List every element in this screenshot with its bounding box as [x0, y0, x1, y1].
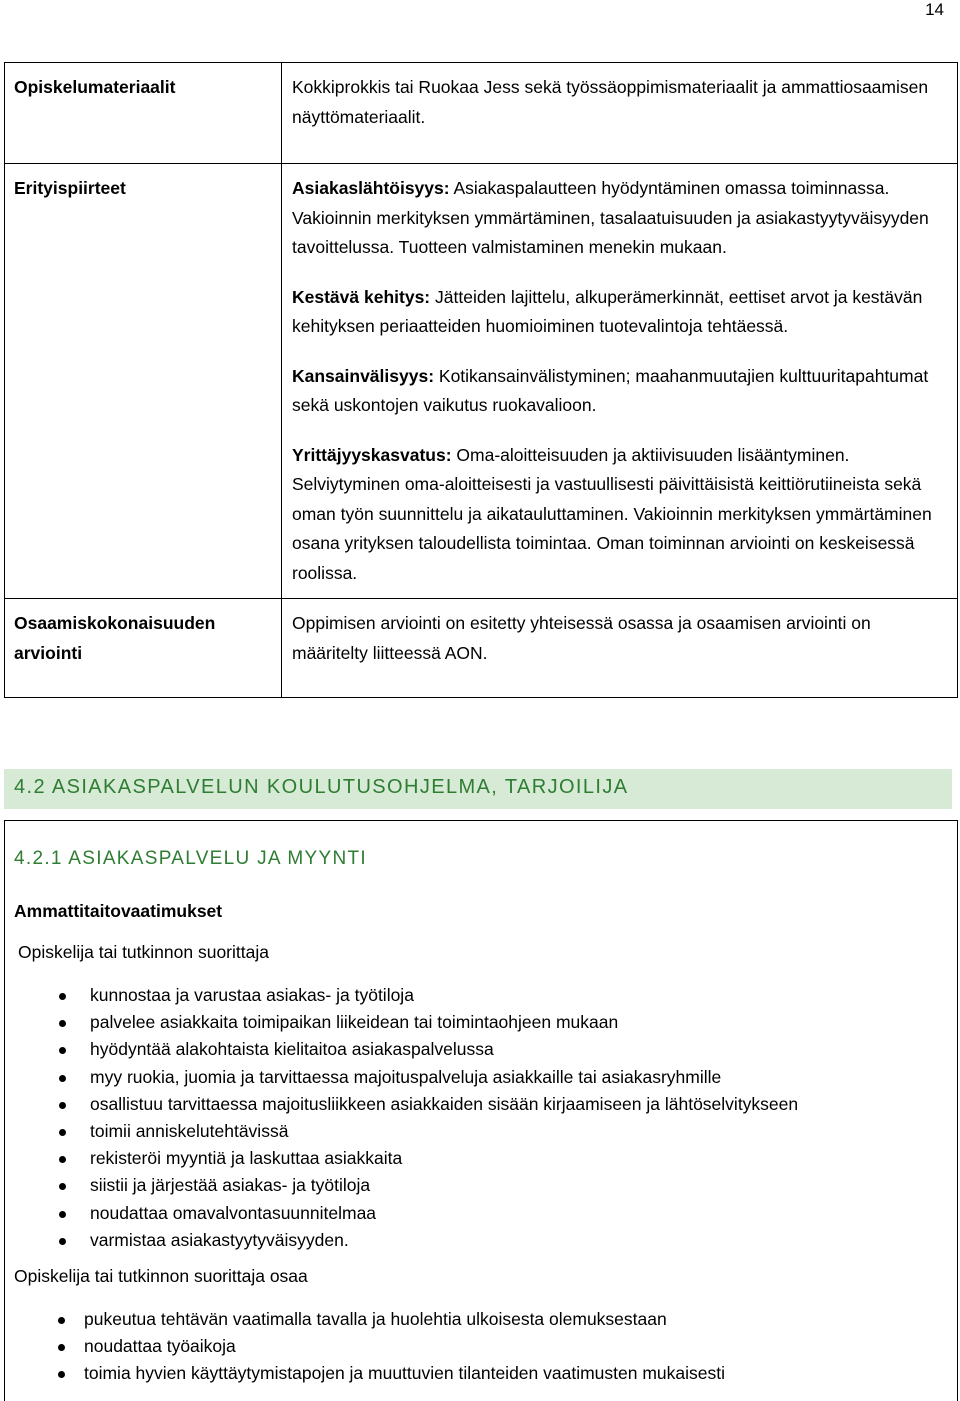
bullet-icon [59, 1047, 66, 1054]
list-item-text: toimia hyvien käyttäytymistapojen ja muuttuvien tilanteiden vaatimusten mukaisesti [84, 1363, 726, 1384]
subsection-heading: 4.2.1 ASIAKASPALVELU JA MYYNTI [14, 848, 367, 869]
list-item-text: hyödyntää alakohtaista kielitaitoa asiakaspalvelussa [90, 1039, 494, 1060]
row-label: Osaamiskokonaisuuden arviointi [5, 599, 282, 698]
paragraph-text: Asiakaspalautteen hyödyntäminen omassa toiminnassa. Vakioinnin merkityksen ymmärtäminen, tasalaatuisuuden ja asiakastyytyväisyyden tavoittelussa. Tuotteen valmistaminen menekin mukaan. [292, 178, 929, 257]
requirements-list [90, 982, 798, 1254]
paragraph [292, 73, 947, 132]
list-item [84, 1360, 725, 1387]
bullet-icon [58, 1371, 65, 1378]
paragraph [292, 362, 947, 421]
list-item [84, 1306, 725, 1333]
page-number: 14 [925, 0, 944, 19]
list-item [90, 1009, 798, 1036]
paragraph [292, 441, 947, 589]
bullet-icon [59, 1075, 66, 1082]
list-intro: Opiskelija tai tutkinnon suorittaja [18, 942, 269, 962]
list-item [90, 1118, 798, 1145]
list-item-text: palvelee asiakkaita toimipaikan liikeidean tai toimintaohjeen mukaan [90, 1012, 619, 1033]
list-item-text: osallistuu tarvittaessa majoitusliikkeen asiakkaiden sisään kirjaamiseen ja lähtöselvitykseen [90, 1093, 799, 1114]
row-label: Opiskelumateriaalit [5, 63, 282, 164]
list-item [84, 1333, 725, 1360]
course-info-table [4, 62, 958, 698]
paragraph-text: Jätteiden lajittelu, alkuperämerkinnät, eettiset arvot ja kestävän kehityksen periaatteiden huomioiminen tuotevalintoja tehtäessä. [292, 286, 923, 336]
bullet-icon [59, 1238, 66, 1245]
section-title: Ammattitaitovaatimukset [14, 901, 223, 921]
list-item [90, 1036, 798, 1063]
list-item [90, 1064, 798, 1091]
table-row [5, 164, 958, 599]
paragraph-bold-lead: Asiakaslähtöisyys: [292, 178, 450, 198]
row-content [282, 63, 958, 164]
content-box [4, 820, 958, 1401]
bullet-icon [59, 1156, 66, 1163]
row-content [282, 599, 958, 698]
list-intro: Opiskelija tai tutkinnon suorittaja osaa [14, 1266, 308, 1286]
paragraph-text: Oma-aloitteisuuden ja aktiivisuuden lisääntyminen. Selviytyminen oma-aloitteisesti ja vastuullisesti päivittäisistä keittiörutiineista sekä oman työn suunnittelu ja aikatauluttaminen. Vakioinnin merkityksen ymmärtäminen osana yrityksen taloudellista toimintaa. Oman toiminnan arviointi on keskeisessä roolissa. [292, 444, 932, 583]
section-heading: 4.2 ASIAKASPALVELUN KOULUTUSOHJELMA, TARJOILIJA [14, 776, 629, 798]
paragraph-text: Kokkiprokkis tai Ruokaa Jess sekä työssäoppimismateriaalit ja ammattiosaamisen näyttömateriaalit. [292, 77, 929, 127]
bullet-icon [59, 1102, 66, 1109]
list-item-text: siistii ja järjestää asiakas- ja työtiloja [90, 1175, 371, 1196]
paragraph-text: Kotikansainvälistyminen; maahanmuutajien kulttuuritapahtumat sekä uskontojen vaikutus ruokavalioon. [292, 365, 929, 415]
paragraph-bold-lead: Kansainvälisyys: [292, 365, 435, 386]
skills-list [84, 1306, 725, 1388]
bullet-icon [59, 993, 66, 1000]
paragraph [292, 609, 947, 668]
list-item-text: noudattaa työaikoja [84, 1336, 236, 1357]
paragraph [292, 174, 947, 263]
section-heading-bar [4, 769, 952, 809]
list-item-text: toimii anniskelutehtävissä [90, 1121, 289, 1142]
bullet-icon [58, 1344, 65, 1351]
list-item [90, 1091, 798, 1118]
list-item [90, 1227, 798, 1254]
bullet-icon [59, 1129, 66, 1136]
list-item-text: noudattaa omavalvontasuunnitelmaa [90, 1202, 377, 1223]
list-item-text: varmistaa asiakastyytyväisyyden. [90, 1229, 349, 1250]
row-content [282, 164, 958, 599]
list-item [90, 1200, 798, 1227]
list-item-text: rekisteröi myyntiä ja laskuttaa asiakkaita [90, 1148, 403, 1169]
list-item [90, 982, 798, 1009]
paragraph [292, 283, 947, 342]
row-label: Erityispiirteet [5, 164, 282, 599]
paragraph-text: Oppimisen arviointi on esitetty yhteisessä osassa ja osaamisen arviointi on määritelty liitteessä AON. [292, 613, 871, 663]
list-item [90, 1145, 798, 1172]
list-item-text: myy ruokia, juomia ja tarvittaessa majoituspalveluja asiakkaille tai asiakasryhmille [90, 1066, 722, 1087]
list-item [90, 1172, 798, 1199]
list-item-text: pukeutua tehtävän vaatimalla tavalla ja huolehtia ulkoisesta olemuksestaan [84, 1309, 667, 1329]
bullet-icon [58, 1317, 65, 1324]
bullet-icon [59, 1183, 66, 1190]
table-row [5, 599, 958, 698]
table-row [5, 63, 958, 164]
bullet-icon [59, 1211, 66, 1218]
list-item-text: kunnostaa ja varustaa asiakas- ja työtiloja [90, 985, 414, 1005]
bullet-icon [59, 1020, 66, 1027]
paragraph-bold-lead: Kestävä kehitys: [292, 286, 431, 307]
paragraph-bold-lead: Yrittäjyyskasvatus: [292, 444, 452, 465]
